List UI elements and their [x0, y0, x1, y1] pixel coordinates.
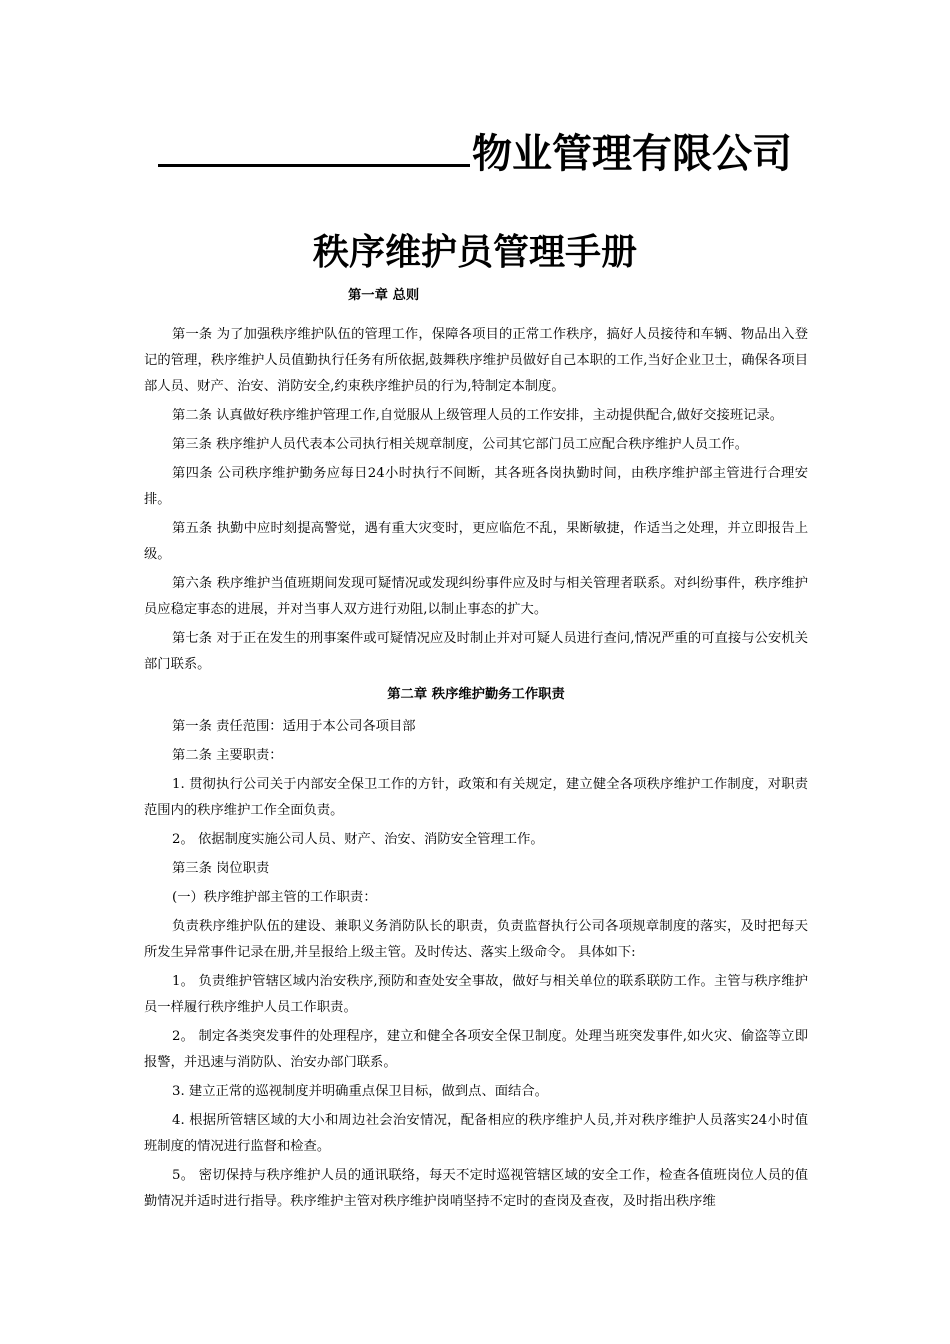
chapter-2-article-1: 第一条 责任范围：适用于本公司各项目部 [172, 719, 416, 734]
chapter-2-article-2: 第二条 主要职责： [172, 748, 283, 763]
chapter-1-heading: 第一章 总则 [348, 288, 420, 303]
company-name-blank [158, 126, 470, 167]
chapter-2-item-2: 2。 依据制度实施公司人员、财产、治安、消防安全管理工作。 [172, 832, 544, 847]
chapter-1-article-4: 第四条 公司秩序维护勤务应每日24小时执行不间断，其各班各岗执勤时间，由秩序维护部主管进行合理安排。 [144, 466, 808, 507]
chapter-1-article-1: 第一条 为了加强秩序维护队伍的管理工作，保障各项目的正常工作秩序，搞好人员接待和车辆、物品出入登记的管理，秩序维护人员值勤执行任务有所依据,鼓舞秩序维护员做好自己本职的工作,当好企业卫士，确保各项目部人员、财产、治安、消防安全,约束秩序维护员的行为,特制定本制度。 [144, 327, 808, 394]
chapter-1-article-2: 第二条 认真做好秩序维护管理工作,自觉服从上级管理人员的工作安排，主动提供配合,做好交接班记录。 [172, 408, 784, 423]
chapter-2-item-1: 1. 贯彻执行公司关于内部安全保卫工作的方针，政策和有关规定，建立健全各项秩序维护工作制度，对职责范围内的秩序维护工作全面负责。 [144, 777, 808, 818]
supervisor-duties-heading: (一）秩序维护部主管的工作职责： [172, 890, 377, 905]
supervisor-duty-4: 4. 根据所管辖区域的大小和周边社会治安情况，配备相应的秩序维护人员,并对秩序维护人员落实24小时值班制度的情况进行监督和检查。 [144, 1113, 808, 1154]
chapter-1-article-5: 第五条 执勤中应时刻提高警觉，遇有重大灾变时，更应临危不乱，果断敏捷，作适当之处理，并立即报告上级。 [144, 521, 808, 562]
chapter-2-heading: 第二章 秩序维护勤务工作职责 [387, 687, 565, 702]
company-name-suffix: 物业管理有限公司 [472, 131, 792, 177]
chapter-2-article-3: 第三条 岗位职责 [172, 861, 270, 876]
chapter-1-article-7: 第七条 对于正在发生的刑事案件或可疑情况应及时制止并对可疑人员进行查问,情况严重的可直接与公安机关部门联系。 [144, 631, 808, 672]
supervisor-duty-5: 5。 密切保持与秩序维护人员的通讯联络，每天不定时巡视管辖区域的安全工作，检查各值班岗位人员的值勤情况并适时进行指导。秩序维护主管对秩序维护岗哨坚持不定时的查岗及查夜，及时指出秩序维 [144, 1168, 808, 1209]
document-body [144, 286, 808, 1218]
chapter-1-article-6: 第六条 秩序维护当值班期间发现可疑情况或发现纠纷事件应及时与相关管理者联系。对纠纷事件，秩序维护员应稳定事态的进展，并对当事人双方进行劝阻,以制止事态的扩大。 [144, 576, 808, 617]
chapter-1-article-3: 第三条 秩序维护人员代表本公司执行相关规章制度，公司其它部门员工应配合秩序维护人员工作。 [172, 437, 748, 452]
company-name-line [0, 122, 950, 179]
manual-title: 秩序维护员管理手册 [312, 232, 637, 273]
supervisor-duties-intro: 负责秩序维护队伍的建设、兼职义务消防队长的职责，负责监督执行公司各项规章制度的落实，及时把每天所发生异常事件记录在册,并呈报给上级主管。及时传达、落实上级命令。 具体如下: [144, 919, 808, 960]
supervisor-duty-1: 1。 负责维护管辖区域内治安秩序,预防和查处安全事故，做好与相关单位的联系联防工作。主管与秩序维护员一样履行秩序维护人员工作职责。 [144, 974, 808, 1015]
supervisor-duty-3: 3. 建立正常的巡视制度并明确重点保卫目标，做到点、面结合。 [172, 1084, 548, 1099]
supervisor-duty-2: 2。 制定各类突发事件的处理程序，建立和健全各项安全保卫制度。处理当班突发事件,如火灾、偷盗等立即报警，并迅速与消防队、治安办部门联系。 [144, 1029, 808, 1070]
